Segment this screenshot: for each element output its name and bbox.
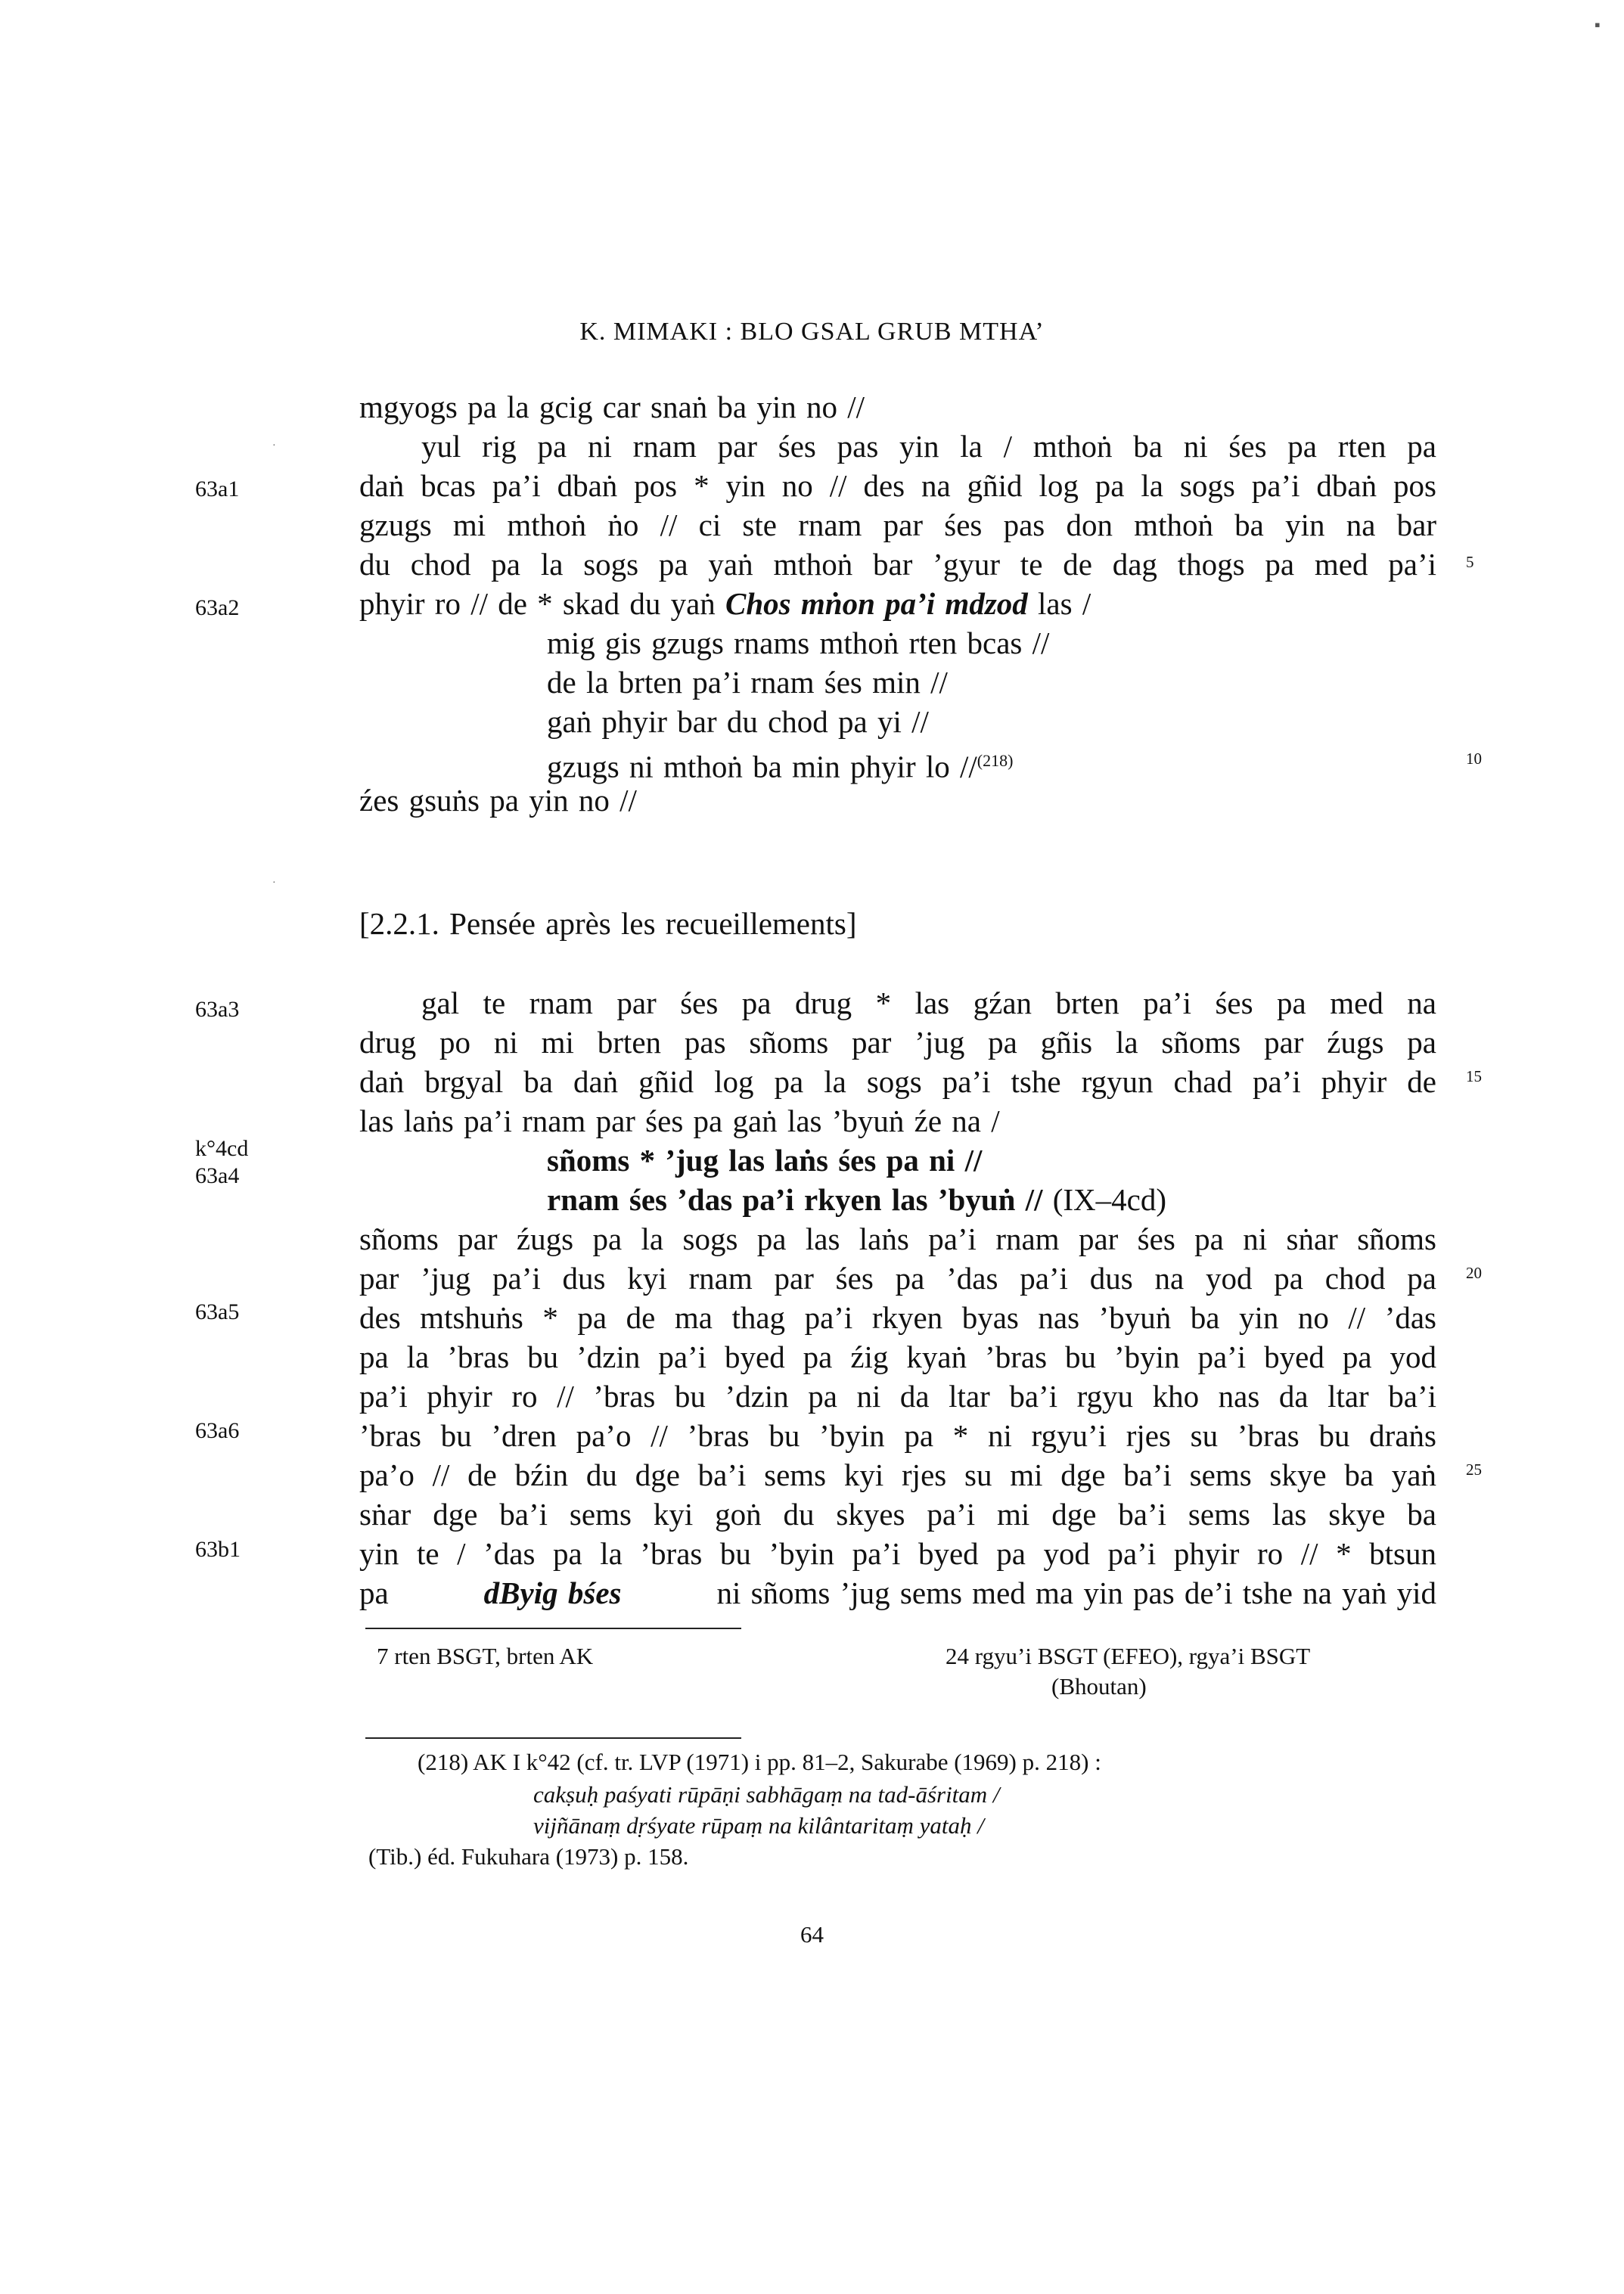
margin-ref: 63a1	[195, 476, 240, 501]
scan-speck: ▪	[1595, 15, 1601, 34]
page-number: 64	[800, 1921, 824, 1948]
apparatus-entry: 7 rten BSGT, brten AK	[377, 1643, 594, 1669]
text-line: gzugs mi mthoṅ ṅo // ci ste rnam par śes pas don mthoṅ ba yin na bar	[359, 508, 1436, 542]
text-line	[359, 1573, 1436, 1613]
text-line	[359, 584, 1091, 623]
text-line: pa’o // de bźin du dge ba’i sems kyi rjes su mi dge ba’i sems skye ba yaṅ	[359, 1457, 1436, 1492]
text-line: sñoms par źugs pa la sogs pa las laṅs pa’i rnam par śes pa ni sṅar sñoms	[359, 1222, 1436, 1256]
text-line: yin te / ’das pa la ’bras bu ’byin pa’i byed pa yod pa’i phyir ro // * btsun	[359, 1536, 1436, 1571]
text-span: phyir ro // de * skad du yaṅ	[359, 586, 716, 621]
line-number: 5	[1466, 553, 1474, 571]
text-line: pa la ’bras bu ’dzin pa’i byed pa źig kyaṅ ’bras bu ’byin pa’i byed pa yod	[359, 1339, 1436, 1374]
text-line: pa’i phyir ro // ’bras bu ’dzin pa ni da ltar ba’i rgyu kho nas da ltar ba’i	[359, 1379, 1436, 1414]
verse-line	[547, 741, 1013, 787]
margin-ref: k°4cd	[195, 1136, 249, 1161]
text-line: mgyogs pa la gcig car snaṅ ba yin no //	[359, 390, 865, 424]
margin-ref: 63a6	[195, 1418, 240, 1443]
author-name: dByig bśes	[483, 1575, 622, 1610]
margin-ref: 63b1	[195, 1537, 241, 1562]
footnote-sanskrit: vijñānaṃ dṛśyate rūpaṃ na kilântaritaṃ yataḥ /	[533, 1812, 984, 1839]
text-line: yul rig pa ni rnam par śes pas yin la / mthoṅ ba ni śes pa rten pa	[421, 429, 1436, 464]
text-line: ’bras bu ’dren pa’o // ’bras bu ’byin pa * ni rgyu’i rjes su ’bras bu draṅs	[359, 1418, 1436, 1453]
text-line: drug po ni mi brten pas sñoms par ’jug pa gñis la sñoms par źugs pa	[359, 1025, 1436, 1060]
text-line: des mtshuṅs * pa de ma thag pa’i rkyen byas nas ’byuṅ ba yin no // ’das	[359, 1300, 1436, 1335]
apparatus-entry: 24 rgyu’i BSGT (EFEO), rgya’i BSGT	[946, 1643, 1311, 1669]
footnote-sanskrit: cakṣuḥ paśyati rūpāṇi sabhāgaṃ na tad-āśritam /	[533, 1781, 1000, 1808]
work-title: Chos mṅon pa’i mdzod	[725, 586, 1028, 621]
karika-text: rnam śes ’das pa’i rkyen las ’byuṅ //	[547, 1182, 1043, 1217]
footnote-marker: (218)	[977, 751, 1014, 770]
text-span: pa	[359, 1575, 389, 1610]
text-line: źes gsuṅs pa yin no //	[359, 783, 637, 818]
text-line: las laṅs pa’i rnam par śes pa gaṅ las ’byuṅ źe na /	[359, 1104, 1000, 1138]
running-header: K. MIMAKI : BLO GSAL GRUB MTHA’	[579, 318, 1045, 346]
margin-ref: 63a2	[195, 595, 240, 620]
text-line: du chod pa la sogs pa yaṅ mthoṅ bar ’gyur te de dag thogs pa med pa’i	[359, 547, 1436, 582]
verse-text: gzugs ni mthoṅ ba min phyir lo //	[547, 749, 977, 784]
line-number: 25	[1466, 1461, 1482, 1479]
text-span: las /	[1038, 586, 1091, 621]
karika-line	[547, 1180, 1166, 1219]
margin-ref: 63a5	[195, 1299, 240, 1324]
scan-speck: ·	[272, 877, 276, 889]
scan-speck: ·	[272, 440, 276, 452]
verse-line: mig gis gzugs rnams mthoṅ rten bcas //	[547, 625, 1050, 660]
section-heading: [2.2.1. Pensée après les recueillements]	[359, 906, 857, 941]
verse-line: de la brten pa’i rnam śes min //	[547, 665, 948, 700]
line-number: 10	[1466, 750, 1482, 768]
margin-ref: 63a3	[195, 997, 240, 1022]
verse-line: gaṅ phyir bar du chod pa yi //	[547, 704, 929, 739]
text-line: daṅ brgyal ba daṅ gñid log pa la sogs pa’i tshe rgyun chad pa’i phyir de	[359, 1064, 1436, 1099]
footnote-text: (Tib.) éd. Fukuhara (1973) p. 158.	[368, 1843, 689, 1870]
text-line: sṅar dge ba’i sems kyi goṅ du skyes pa’i mi dge ba’i sems las skye ba	[359, 1497, 1436, 1532]
margin-ref: 63a4	[195, 1163, 240, 1188]
apparatus-rule	[365, 1628, 741, 1629]
footnote-rule	[365, 1737, 741, 1739]
line-number: 15	[1466, 1067, 1482, 1085]
footnote-text: (218) AK I k°42 (cf. tr. LVP (1971) i pp. 81–2, Sakurabe (1969) p. 218) :	[418, 1749, 1101, 1775]
text-line: par ’jug pa’i dus kyi rnam par śes pa ’das pa’i dus na yod pa chod pa	[359, 1261, 1436, 1296]
karika-ref: (IX–4cd)	[1052, 1182, 1166, 1217]
line-number: 20	[1466, 1264, 1482, 1282]
text-line: daṅ bcas pa’i dbaṅ pos * yin no // des na gñid log pa la sogs pa’i dbaṅ pos	[359, 468, 1436, 503]
text-line: gal te rnam par śes pa drug * las gźan brten pa’i śes pa med na	[421, 986, 1436, 1020]
karika-line: sñoms * ’jug las laṅs śes pa ni //	[547, 1143, 983, 1178]
text-span: ni sñoms ’jug sems med ma yin pas de’i tshe na yaṅ yid	[716, 1575, 1436, 1610]
apparatus-entry: (Bhoutan)	[1051, 1673, 1147, 1700]
